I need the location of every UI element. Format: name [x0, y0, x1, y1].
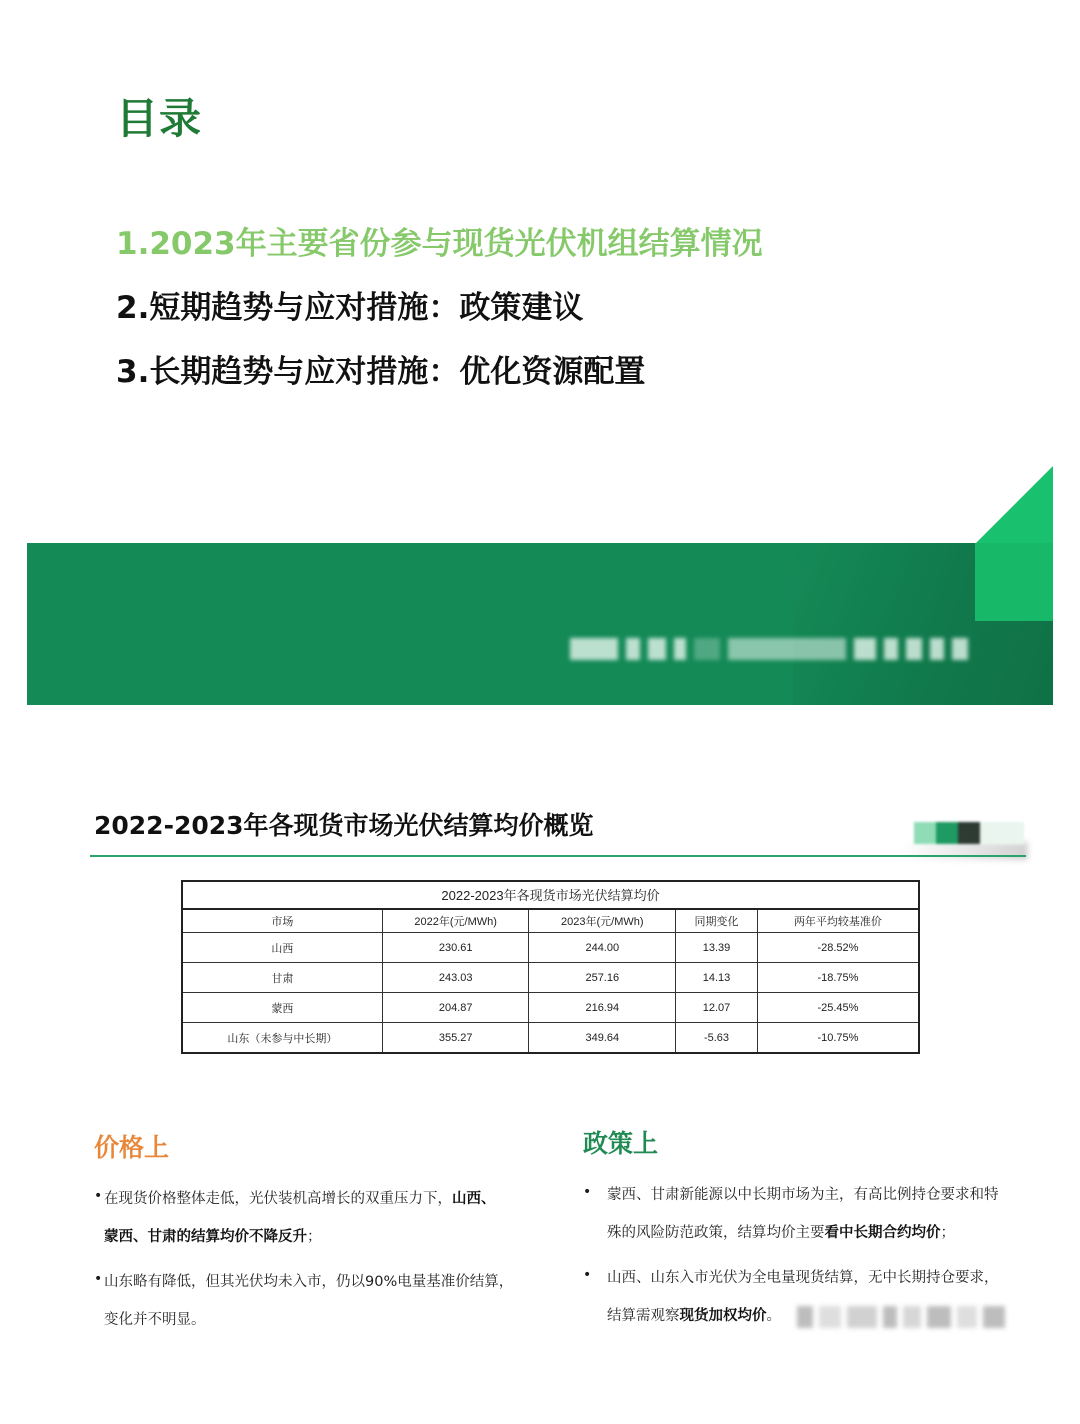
col-header-change: 同期变化: [676, 909, 758, 933]
blurred-logo: [914, 822, 1024, 844]
table-cell: -25.45%: [757, 993, 919, 1023]
policy-bullet-2-bold: 现货加权均价: [679, 1308, 767, 1324]
policy-bullet-1: [607, 1176, 1047, 1252]
bullet-dot: •: [94, 1271, 103, 1287]
title-rule: [90, 855, 1026, 857]
policy-bullet-1-text-2: 殊的风险防范政策，结算均价主要: [607, 1225, 825, 1241]
table-cell: 13.39: [676, 933, 758, 963]
price-bullet-1-bold: 山西、: [452, 1191, 496, 1207]
green-banner: [27, 543, 1053, 705]
table-row: [182, 1023, 919, 1054]
table-cell: 204.87: [382, 993, 529, 1023]
table-cell: -28.52%: [757, 933, 919, 963]
col-header-market: 市场: [182, 909, 382, 933]
table-cell: -10.75%: [757, 1023, 919, 1054]
table-cell: 349.64: [529, 1023, 676, 1054]
table-cell: 257.16: [529, 963, 676, 993]
price-bullet-2-text: 山东略有降低，但其光伏均未入市，仍以90%电量基准价结算，: [104, 1274, 514, 1290]
banner-corner-decoration: [975, 543, 1053, 621]
table-cell: 230.61: [382, 933, 529, 963]
slide2-title: 2022-2023年各现货市场光伏结算均价概览: [94, 811, 594, 840]
policy-bullet-2-end: 。: [766, 1308, 781, 1324]
col-header-2022: 2022年(元/MWh): [382, 909, 529, 933]
table-row: [182, 993, 919, 1023]
price-bullet-1: [104, 1180, 544, 1256]
policy-bullet-1-end: ；: [940, 1225, 955, 1241]
table-cell: -5.63: [676, 1023, 758, 1054]
table-row: [182, 933, 919, 963]
table-row: [182, 963, 919, 993]
price-table: [181, 880, 920, 1054]
bullet-dot: •: [583, 1267, 592, 1283]
blurred-watermark-bottom: [595, 1306, 1050, 1336]
bullet-dot: •: [94, 1188, 103, 1204]
price-bullet-2: [104, 1263, 554, 1339]
table-cell: 14.13: [676, 963, 758, 993]
toc-title: 目录: [116, 94, 203, 143]
price-bullet-1-end: ；: [307, 1229, 322, 1245]
table-cell: 甘肃: [182, 963, 382, 993]
toc-item-3[interactable]: 3.长期趋势与应对措施：优化资源配置: [116, 354, 646, 390]
price-section-heading: 价格上: [94, 1133, 170, 1162]
price-bullet-2-text-2: 变化并不明显。: [104, 1312, 206, 1328]
table-header-row: [182, 909, 919, 933]
price-bullet-1-bold-2: 蒙西、甘肃的结算均价不降反升: [104, 1229, 307, 1245]
table-cell: 243.03: [382, 963, 529, 993]
policy-bullet-2-text-2: 结算需观察: [607, 1308, 680, 1324]
policy-bullet-1-bold: 看中长期合约均价: [824, 1225, 941, 1241]
col-header-2023: 2023年(元/MWh): [529, 909, 676, 933]
table-cell: 244.00: [529, 933, 676, 963]
table-cell: -18.75%: [757, 963, 919, 993]
table-cell: 355.27: [382, 1023, 529, 1054]
table-caption: 2022-2023年各现货市场光伏结算均价: [181, 880, 920, 908]
policy-bullet-1-text: 蒙西、甘肃新能源以中长期市场为主，有高比例持仓要求和特: [607, 1187, 999, 1203]
toc-item-1[interactable]: 1.2023年主要省份参与现货光伏机组结算情况: [116, 226, 763, 262]
toc-item-2[interactable]: 2.短期趋势与应对措施：政策建议: [116, 290, 584, 326]
table-cell: 山东（未参与中长期）: [182, 1023, 382, 1054]
bullet-dot: •: [583, 1184, 592, 1200]
col-header-vs-benchmark: 两年平均较基准价: [757, 909, 919, 933]
table-cell: 12.07: [676, 993, 758, 1023]
toc-list: [116, 220, 763, 412]
price-bullet-1-text: 在现货价格整体走低，光伏装机高增长的双重压力下，: [104, 1191, 452, 1207]
table-cell: 山西: [182, 933, 382, 963]
title-rule-shadow: [900, 842, 1028, 860]
blurred-watermark: [570, 638, 1050, 672]
table-cell: 蒙西: [182, 993, 382, 1023]
policy-section-heading: 政策上: [583, 1129, 659, 1158]
policy-bullet-2-text: 山西、山东入市光伏为全电量现货结算，无中长期持仓要求，: [607, 1270, 999, 1286]
table-cell: 216.94: [529, 993, 676, 1023]
banner-triangle-decoration: [975, 466, 1053, 544]
